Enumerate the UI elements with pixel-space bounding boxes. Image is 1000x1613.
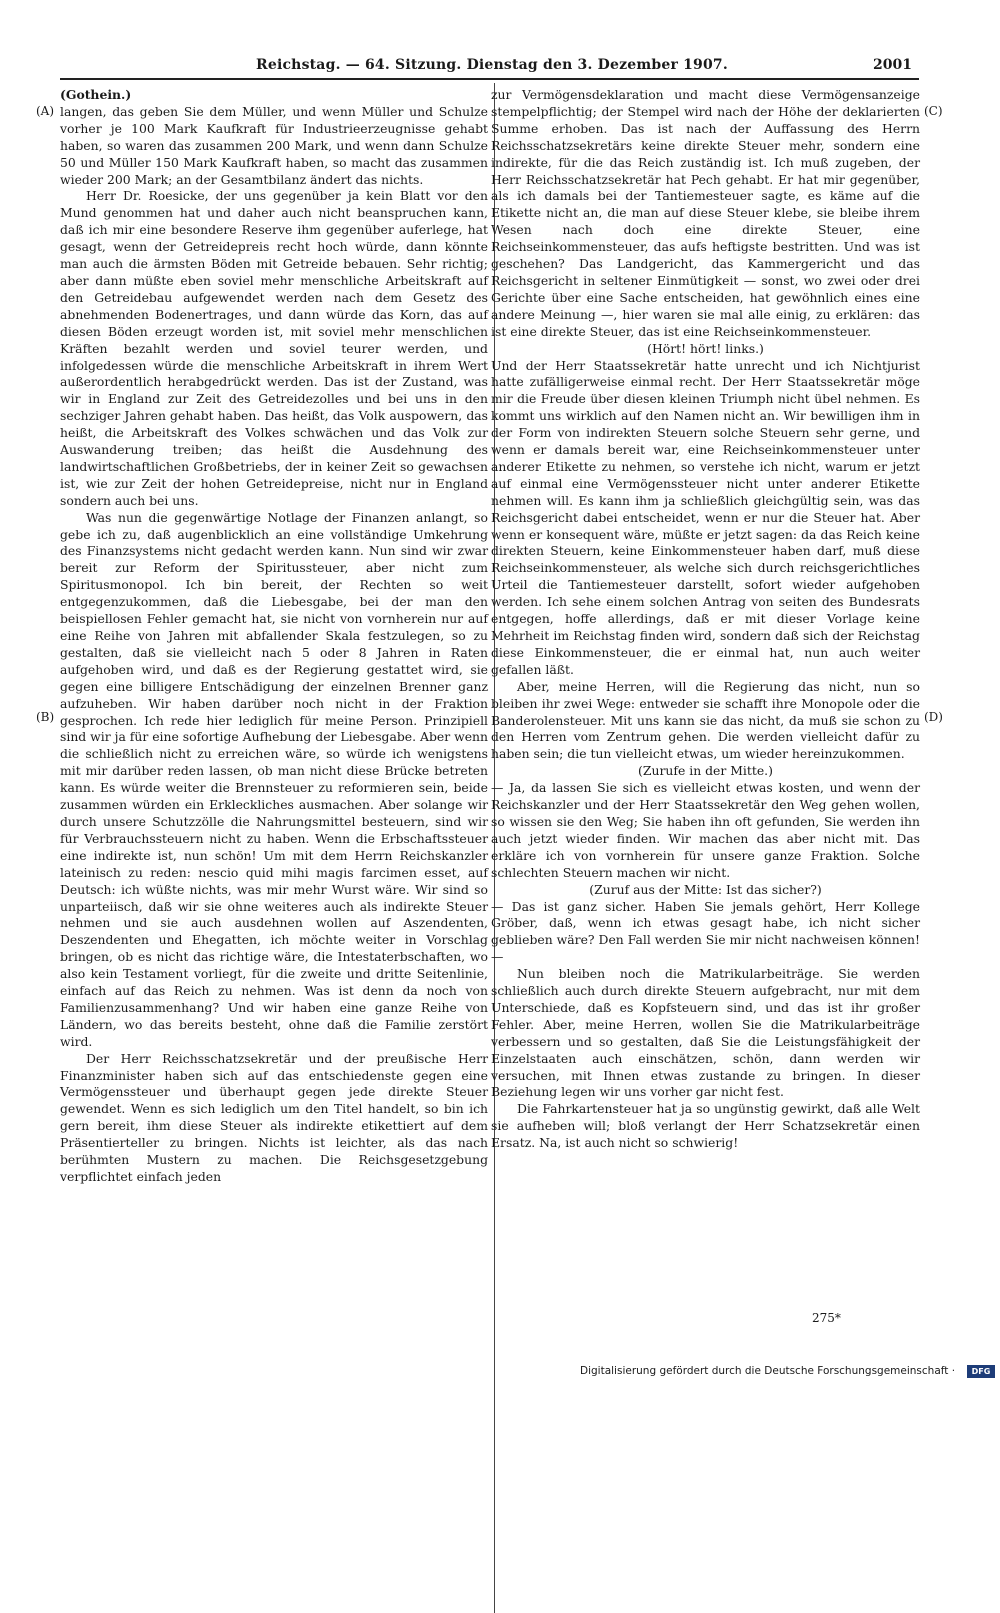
interjection: (Zurufe in der Mitte.)	[638, 763, 773, 779]
margin-letter-b: (B)	[36, 710, 55, 724]
paragraph: — Das ist ganz sicher. Haben Sie jemals gehört, Herr Kollege Gröber, daß, wenn ich etwas gesagt habe, ich nicht sicher geblieben wäre? Den Fall werden Sie mir nicht nachweisen können! —	[491, 898, 920, 965]
header-rule	[60, 78, 919, 80]
digitization-credit: Digitalisierung gefördert durch die Deutsche Forschungsgemeinschaft ·	[580, 1365, 956, 1377]
dfg-logo: DFG	[967, 1365, 995, 1378]
page-number: 2001	[873, 57, 912, 73]
interjection: (Hört! hört! links.)	[647, 340, 764, 356]
paragraph: Nun bleiben noch die Matrikularbeiträge. Sie werden schließlich auch durch direkte Steuern aufgebracht, nur mit dem Unterschiede, daß es Kopfsteuern sind, und das ist ihr großer Fehler. Aber, meine Herren, wollen Sie die Matrikularbeiträge verbessern und so gestalten, daß Sie die Leistungsfähigkeit der Einzelstaaten auch einschätzen, schön, dann werden wir versuchen, mit Ihnen etwas zustande zu bringen. In dieser Beziehung legen wir uns vorher gar nicht fest.	[491, 966, 920, 1100]
speaker-name: (Gothein.)	[60, 87, 132, 102]
paragraph: Der Herr Reichsschatzsekretär und der preußische Herr Finanzminister haben sich auf das entschiedenste gegen eine Vermögenssteuer und überhaupt gegen jede direkte Steuer gewendet. Wenn es sich lediglich um den Titel handelt, so bin ich gern bereit, ihm diese Steuer als indirekte etikettiert auf dem Präsentierteller zu bringen. Nichts ist leichter, als das nach berühmten Mustern zu machen. Die Reichsgesetzgebung verpflichtet einfach jeden	[60, 1050, 488, 1184]
left-column	[60, 87, 488, 1186]
interjection: (Zuruf aus der Mitte: Ist das sicher?)	[589, 881, 822, 897]
running-title: Reichstag. — 64. Sitzung. Dienstag den 3. Dezember 1907.	[256, 57, 728, 73]
page-header	[0, 55, 1000, 79]
paragraph: Und der Herr Staatssekretär hatte unrecht und ich Nichtjurist hatte zufälligerweise einmal recht. Der Herr Staatssekretär möge mir die Freude über diesen kleinen Triumph nicht übel nehmen. Es kommt uns wirklich auf den Namen nicht an. Wir bewilligen ihm in der Form von indirekten Steuern solche Steuern sehr gerne, und wenn er damals bereit war, eine Reichseinkommensteuer unter anderer Etikette zu nehmen, so verstehe ich nicht, warum er jetzt auf einmal eine Vermögenssteuer nicht unter anderer Etikette nehmen will. Es kann ihm ja schließlich gleichgültig sein, was das Reichsgericht dabei entscheidet, wenn er nur die Steuer hat. Aber wenn er konsequent wäre, müßte er jetzt sagen: da das Reich keine direkten Steuern, keine Einkommensteuer haben darf, muß diese Reichseinkommensteuer, als welche sich durch reichsgerichtliches Urteil die Tantiemesteuer darstellt, sofort wieder aufgehoben werden. Ich sehe einem solchen Antrag von seiten des Bundesrats entgegen, hoffe allerdings, daß er mit dieser Vorlage keine Mehrheit im Reichstag finden wird, sondern daß sich der Reichstag diese Einkommensteuer, die er einmal hat, nun auch weiter gefallen läßt.	[491, 357, 920, 677]
paragraph: zur Vermögensdeklaration und macht diese Vermögensanzeige stempelpflichtig; der Stempel wird nach der Höhe der deklarierten Summe erhoben. Das ist nach der Auffassung des Herrn Reichsschatzsekretärs keine direkte Steuer mehr, sondern eine indirekte, für die das Reich zuständig ist. Ich muß zugeben, der Herr Reichsschatzsekretär hat Pech gehabt. Er hat mir gegenüber, als ich damals bei der Tantiemesteuer sagte, es käme auf die Etikette nicht an, die man auf diese Steuer klebe, sie bleibe ihrem Wesen nach doch eine direkte Steuer, eine Reichseinkommensteuer, das aufs heftigste bestritten. Und was ist geschehen? Das Landgericht, das Kammergericht und das Reichsgericht in seltener Einmütigkeit — sonst, wo zwei oder drei Gerichte über eine Sache entscheiden, hat gewöhnlich eines eine andere Meinung —, hier waren sie mal alle einig, zu erklären: das ist eine direkte Steuer, das ist eine Reichseinkommensteuer.	[491, 87, 920, 339]
paragraph: Aber, meine Herren, will die Regierung das nicht, nun so bleiben ihr zwei Wege: entweder sie schafft ihre Monopole oder die Banderolensteuer. Mit uns kann sie das nicht, da muß sie schon zu den Herren vom Zentrum gehen. Die werden vielleicht dafür zu haben sein; die tun vielleicht etwas, um wieder hereinzukommen.	[491, 678, 920, 762]
right-column	[491, 87, 920, 1152]
paragraph: Herr Dr. Roesicke, der uns gegenüber ja kein Blatt vor den Mund genommen hat und daher auch nicht beanspruchen kann, daß ich mir eine besondere Reserve ihm gegenüber auferlege, hat gesagt, wenn der Getreidepreis recht hoch würde, dann könnte man auch die ärmsten Böden mit Getreide bebauen. Sehr richtig; aber dann müßte eben soviel mehr menschliche Arbeitskraft auf den Getreidebau aufgewendet werden nach dem Gesetz des abnehmenden Bodenertrages, und dann würde das Korn, das auf diesen Böden erzeugt worden ist, mit soviel mehr menschlichen Kräften bezahlt werden und soviel teurer werden, und infolgedessen würde die menschliche Arbeitskraft in ihrem Wert außerordentlich herabgedrückt werden. Das ist der Zustand, was wir in England zur Zeit des Getreidezolles und bei uns in den sechziger Jahren gehabt haben. Das heißt, das Volk auspowern, das heißt, die Arbeitskraft des Volkes schwächen und das Volk zur Auswanderung treiben; das heißt die Ausdehnung des landwirtschaftlichen Großbetriebs, der in keiner Zeit so gewachsen ist, wie zur Zeit der hohen Getreidepreise, nicht nur in England sondern auch bei uns.	[60, 188, 488, 508]
paragraph: Was nun die gegenwärtige Notlage der Finanzen anlangt, so gebe ich zu, daß augenblicklich an eine vollständige Umkehrung des Finanzsystems nicht gedacht werden kann. Nun sind wir zwar bereit zur Reform der Spiritussteuer, aber nicht zum Spiritusmonopol. Ich bin bereit, der Rechten so weit entgegenzukommen, daß die Liebesgabe, bei der man den beispiellosen Fehler gemacht hat, sie nicht von vornherein nur auf eine Reihe von Jahren mit abfallender Skala festzulegen, so zu gestalten, daß sie vielleicht nach 5 oder 8 Jahren in Raten aufgehoben wird, und daß es der Regierung gestattet wird, sie gegen eine billigere Entschädigung der einzelnen Brenner ganz aufzuheben. Wir haben darüber noch nicht in der Fraktion gesprochen. Ich rede hier lediglich für meine Person. Prinzipiell sind wir ja für eine sofortige Aufhebung der Liebesgabe. Aber wenn die schließlich nicht zu erreichen wäre, so würde ich wenigstens mit mir darüber reden lassen, ob man nicht diese Brücke betreten kann. Es würde weiter die Brennsteuer zu reformieren sein, beide zusammen würden ein Erkleckliches ausmachen. Aber solange wir durch unsere Schutzzölle die Nahrungsmittel besteuern, sind wir für Verbrauchssteuern nicht zu haben. Wenn die Erbschaftssteuer eine indirekte ist, nun schön! Um mit dem Herrn Reichskanzler lateinisch zu reden: nescio quid mihi magis farcimen esset, auf Deutsch: ich wüßte nichts, was mir mehr Wurst wäre. Wir sind so unparteiisch, daß wir sie ohne weiteres auch als indirekte Steuer nehmen und sie auch ausdehnen wollen auf Aszendenten, Deszendenten und Ehegatten, ich möchte weiter in Vorschlag bringen, ob es nicht das richtige wäre, die Intestaterbschaften, wo also kein Testament vorliegt, für die zweite und dritte Seitenlinie, einfach auf das Reich zu nehmen. Was ist denn da noch von Familienzusammenhang? Und wir haben eine ganze Reihe von Ländern, wo das bereits besteht, ohne daß die Familie zerstört wird.	[60, 509, 488, 1049]
sheet-number: 275*	[812, 1311, 841, 1325]
paragraph: langen, das geben Sie dem Müller, und wenn Müller und Schulze vorher je 100 Mark Kaufkraft für Industrieerzeugnisse gehabt haben, so waren das zusammen 200 Mark, und wenn dann Schulze 50 und Müller 150 Mark Kaufkraft haben, so macht das zusammen wieder 200 Mark; an der Gesamtbilanz ändert das nichts.	[60, 103, 488, 187]
margin-letter-d: (D)	[924, 710, 943, 724]
margin-letter-a: (A)	[36, 104, 55, 118]
paragraph: Die Fahrkartensteuer hat ja so ungünstig gewirkt, daß alle Welt sie aufheben will; bloß verlangt der Herr Schatzsekretär einen Ersatz. Na, ist auch nicht so schwierig!	[491, 1101, 920, 1151]
margin-letter-c: (C)	[924, 104, 943, 118]
paragraph: — Ja, da lassen Sie sich es vielleicht etwas kosten, und wenn der Reichskanzler und der Herr Staatssekretär den Weg gehen wollen, so wissen sie den Weg; Sie haben ihn oft gefunden, Sie werden ihn auch jetzt wieder finden. Wir machen das aber nicht mit. Das erkläre ich von vornherein für unsere ganze Fraktion. Solche schlechten Steuern machen wir nicht.	[491, 780, 920, 880]
